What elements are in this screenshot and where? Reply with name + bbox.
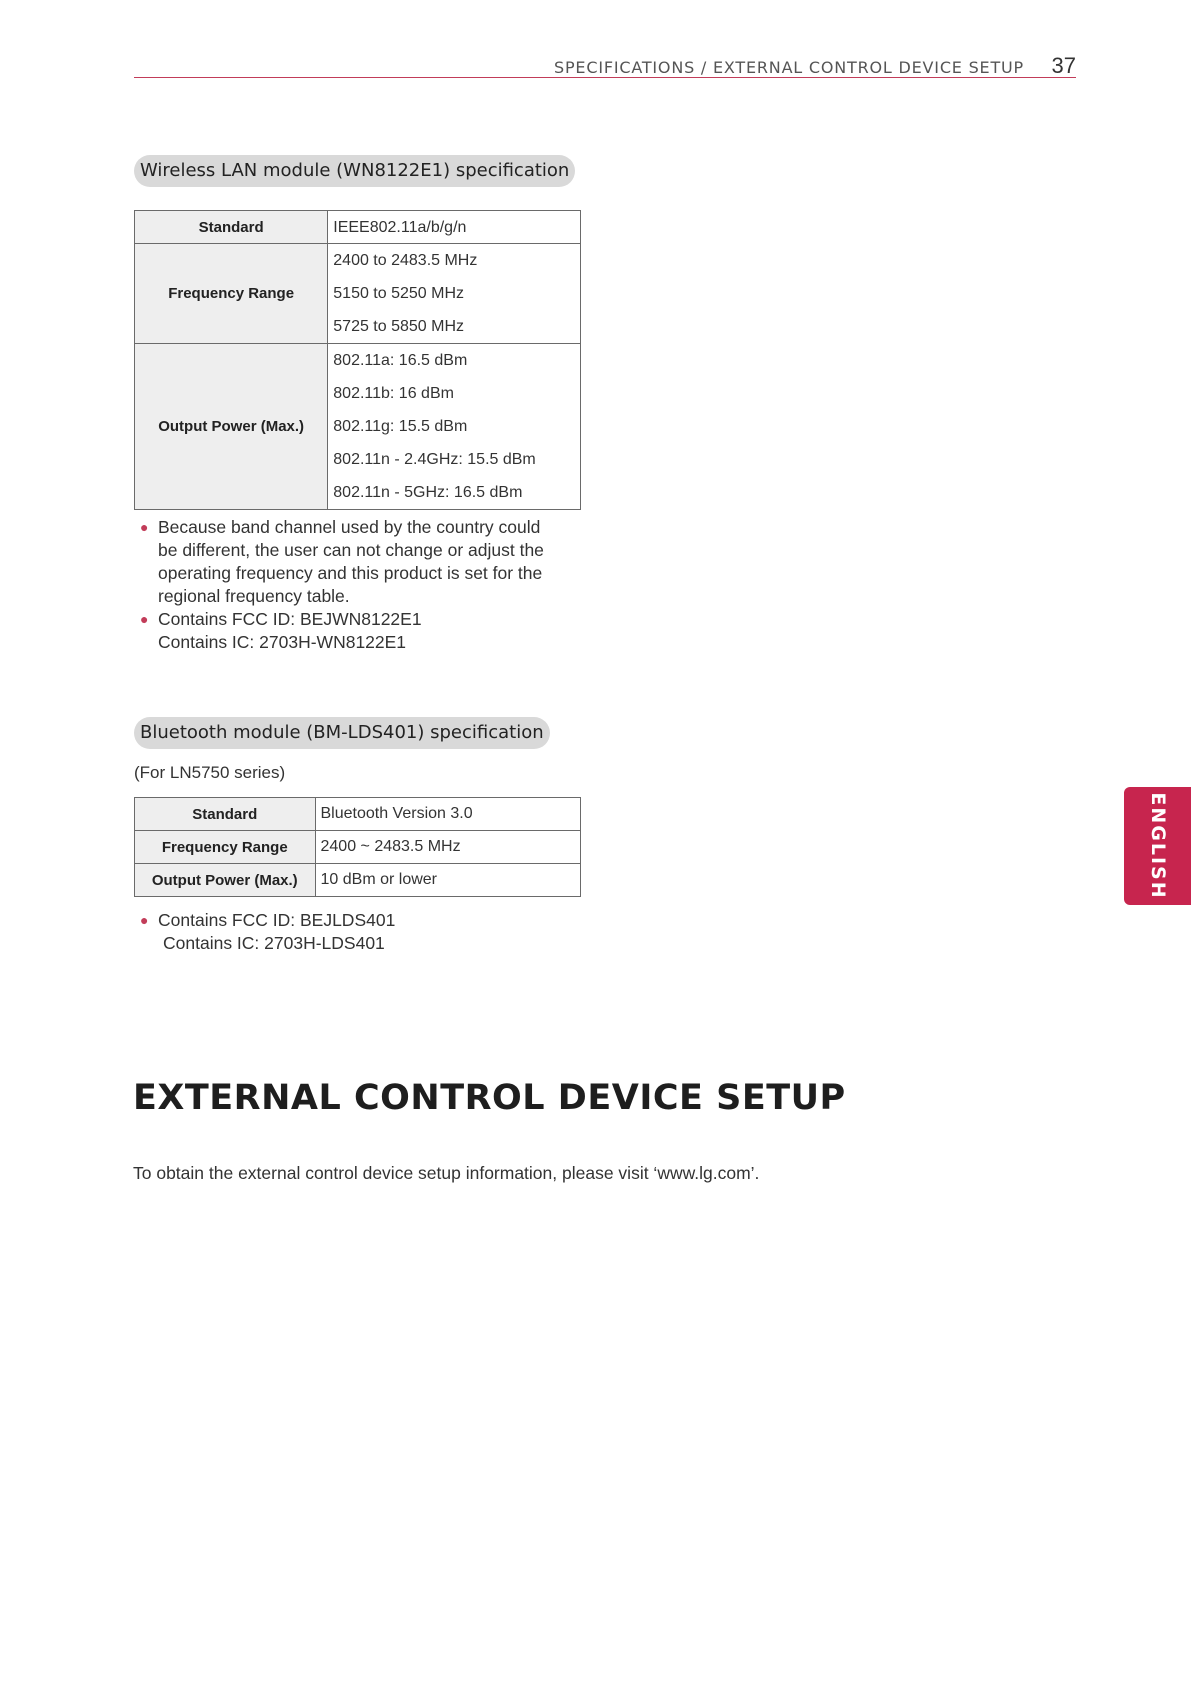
bt-standard-value: Bluetooth Version 3.0 (315, 798, 581, 831)
table-row (135, 831, 581, 864)
bluetooth-section-title: Bluetooth module (BM-LDS401) specification (134, 717, 550, 749)
bluetooth-spec-table (134, 797, 581, 897)
bt-standard-label: Standard (135, 798, 316, 831)
wlan-frequency-label: Frequency Range (135, 244, 328, 344)
list-item: ● Because band channel used by the country could be different, the user can not change or adjust the operating frequency and this product is set for the regional frequency table. (140, 517, 544, 606)
wlan-output-value: 802.11a: 16.5 dBm 802.11b: 16 dBm 802.11g: 15.5 dBm 802.11n - 2.4GHz: 15.5 dBm 802.11n - 5GHz: 16.5 dBm (328, 344, 581, 510)
external-control-text: To obtain the external control device setup information, please visit ‘www.lg.com’. (133, 1163, 760, 1183)
table-row (135, 344, 581, 510)
page-header (134, 52, 1076, 78)
bullet-icon: ● (140, 611, 149, 627)
table-row (135, 211, 581, 244)
table-row (135, 244, 581, 344)
wlan-standard-value: IEEE802.11a/b/g/n (328, 211, 581, 244)
bullet-icon: ● (140, 912, 149, 928)
list-item: ● Contains FCC ID: BEJWN8122E1 Contains IC: 2703H-WN8122E1 (140, 609, 422, 652)
wlan-output-label: Output Power (Max.) (135, 344, 328, 510)
wlan-frequency-value: 2400 to 2483.5 MHz 5150 to 5250 MHz 5725 to 5850 MHz (328, 244, 581, 344)
bluetooth-series-note: (For LN5750 series) (134, 763, 286, 782)
bt-frequency-value: 2400 ~ 2483.5 MHz (315, 831, 581, 864)
wlan-spec-table (134, 210, 581, 510)
table-row (135, 864, 581, 897)
bullet-icon: ● (140, 519, 149, 535)
wlan-standard-label: Standard (135, 211, 328, 244)
bt-output-label: Output Power (Max.) (135, 864, 316, 897)
language-tab-label: ENGLISH (1146, 792, 1169, 900)
table-row (135, 798, 581, 831)
bluetooth-notes (140, 909, 395, 955)
wlan-section-title: Wireless LAN module (WN8122E1) specification (134, 155, 575, 187)
bt-output-value: 10 dBm or lower (315, 864, 581, 897)
page-number: 37 (1051, 53, 1076, 78)
external-control-title: EXTERNAL CONTROL DEVICE SETUP (133, 1078, 846, 1118)
wlan-notes (140, 516, 544, 654)
language-tab (1124, 787, 1191, 905)
list-item: ● Contains FCC ID: BEJLDS401 Contains IC: 2703H-LDS401 (140, 910, 396, 953)
bt-frequency-label: Frequency Range (135, 831, 316, 864)
header-section-title: SPECIFICATIONS / EXTERNAL CONTROL DEVICE SETUP (554, 58, 1024, 77)
